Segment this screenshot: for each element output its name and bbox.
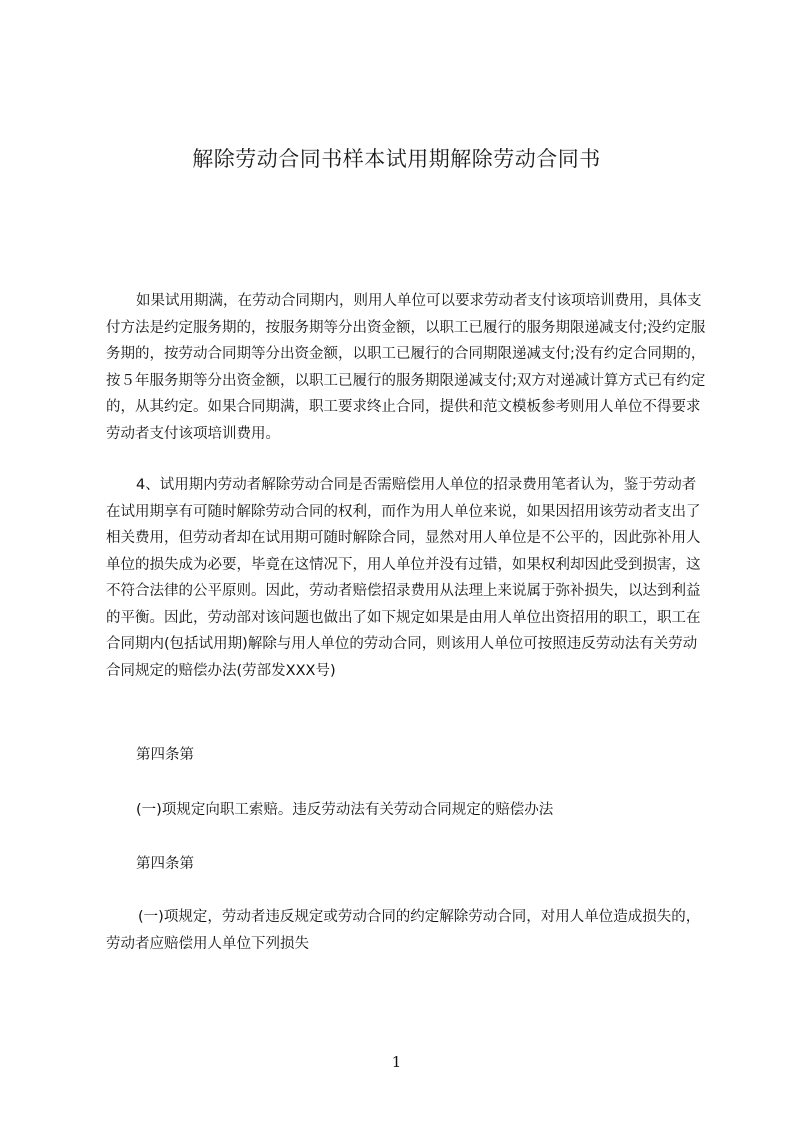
- page-number: 1: [391, 1053, 402, 1071]
- article-four-heading: 第四条第: [136, 747, 194, 763]
- paragraph-text: 如果试用期满，在劳动合同期内，则用人单位可以要求劳动者支付该项培训费用，具体支付方法是约定服务期的，按服务期等分出资金额，以职工已履行的服务期限递减支付;没约定服务期的，按劳动合同期等分出资金额，以职工已履行的合同期限递减支付;没有约定合同期的，按５年服务期等分出资金额，以职工已履行的服务期限递减支付;双方对递减计算方式已有约定的，从其约定。如果合同期满，职工要求终止合同，提供和范文模板参考则用人单位不得要求劳动者支付该项培训费用。: [106, 293, 706, 442]
- paragraph-worker-liability: [106, 904, 710, 957]
- paragraph-training-cost: [106, 288, 710, 447]
- paragraph-recruitment-cost: [106, 472, 710, 684]
- document-title: 解除劳动合同书样本试用期解除劳动合同书: [192, 147, 601, 171]
- paragraph-text: 4、试用期内劳动者解除劳动合同是否需赔偿用人单位的招录费用笔者认为，鉴于劳动者在试用期享有可随时解除劳动合同的权利，而作为用人单位来说，如果因招用该劳动者支出了相关费用，但劳动者却在试用期可随时解除合同，显然对用人单位是不公平的，因此弥补用人单位的损失成为必要，毕竟在这情况下，用人单位并没有过错，如果权利却因此受到损害，这不符合法律的公平原则。因此，劳动者赔偿招录费用从法理上来说属于弥补损失，以达到利益的平衡。因此，劳动部对该问题也做出了如下规定如果是由用人单位出资招用的职工，职工在合同期内(包括试用期)解除与用人单位的劳动合同，则该用人单位可按照违反劳动法有关劳动合同规定的赔偿办法(劳部发XXX号): [106, 477, 701, 679]
- paragraph-text: (一)项规定，劳动者违反规定或劳动合同的约定解除劳动合同，对用人单位造成损失的，劳动者应赔偿用人单位下列损失: [106, 909, 701, 952]
- clause-one-compensation: (一)项规定向职工索赔。违反劳动法有关劳动合同规定的赔偿办法: [136, 802, 554, 818]
- article-four-heading-second: 第四条第: [136, 856, 194, 872]
